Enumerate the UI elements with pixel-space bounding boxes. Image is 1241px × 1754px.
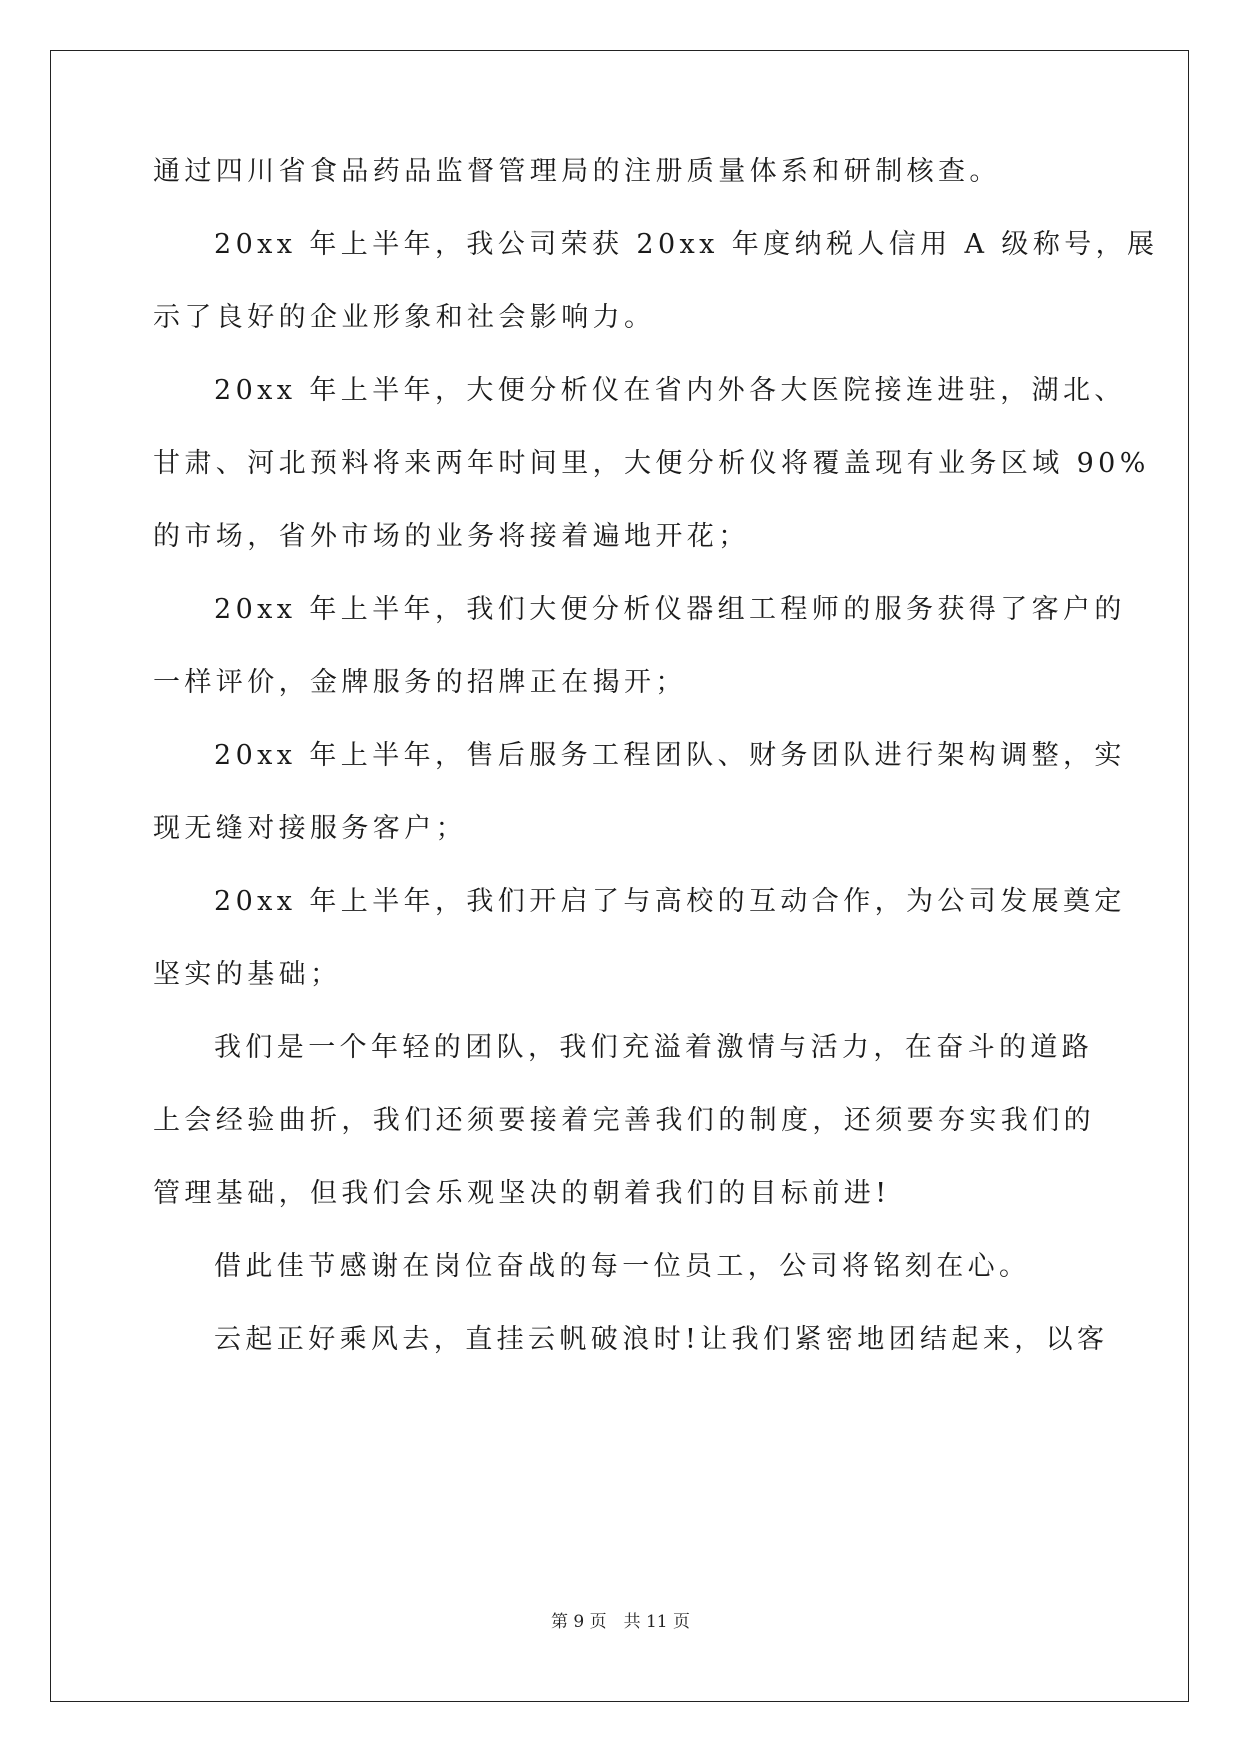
body-text-line: 通过四川省食品药品监督管理局的注册质量体系和研制核查。: [153, 156, 1001, 187]
body-text-line: 20xx 年上半年，我们开启了与高校的互动合作，为公司发展奠定: [214, 886, 1126, 917]
body-text-line: 20xx 年上半年，我公司荣获 20xx 年度纳税人信用 A 级称号，展: [214, 229, 1159, 260]
body-text-line: 20xx 年上半年，我们大便分析仪器组工程师的服务获得了客户的: [214, 594, 1126, 625]
body-text-line: 我们是一个年轻的团队，我们充溢着激情与活力，在奋斗的道路: [214, 1032, 1094, 1063]
body-text-line: 上会经验曲折，我们还须要接着完善我们的制度，还须要夯实我们的: [153, 1105, 1095, 1136]
body-text-line: 借此佳节感谢在岗位奋战的每一位员工，公司将铭刻在心。: [214, 1251, 1031, 1282]
body-text-line: 一样评价，金牌服务的招牌正在揭开；: [153, 667, 687, 698]
body-text-line: 甘肃、河北预料将来两年时间里，大便分析仪将覆盖现有业务区域 90%: [153, 448, 1150, 479]
body-text-line: 管理基础，但我们会乐观坚决的朝着我们的目标前进!: [153, 1178, 891, 1209]
body-text-line: 的市场，省外市场的业务将接着遍地开花；: [153, 521, 750, 552]
body-text-line: 云起正好乘风去，直挂云帆破浪时!让我们紧密地团结起来，以客: [214, 1324, 1109, 1355]
body-text-line: 示了良好的企业形象和社会影响力。: [153, 302, 656, 333]
body-text-line: 20xx 年上半年，售后服务工程团队、财务团队进行架构调整，实: [214, 740, 1126, 771]
body-text-line: 20xx 年上半年，大便分析仪在省内外各大医院接连进驻，湖北、: [214, 375, 1126, 406]
body-text-line: 坚实的基础；: [153, 959, 342, 990]
page-border: [50, 50, 1189, 1702]
body-text-line: 现无缝对接服务客户；: [153, 813, 467, 844]
page-number-footer: 第 9 页 共 11 页: [550, 1612, 691, 1632]
